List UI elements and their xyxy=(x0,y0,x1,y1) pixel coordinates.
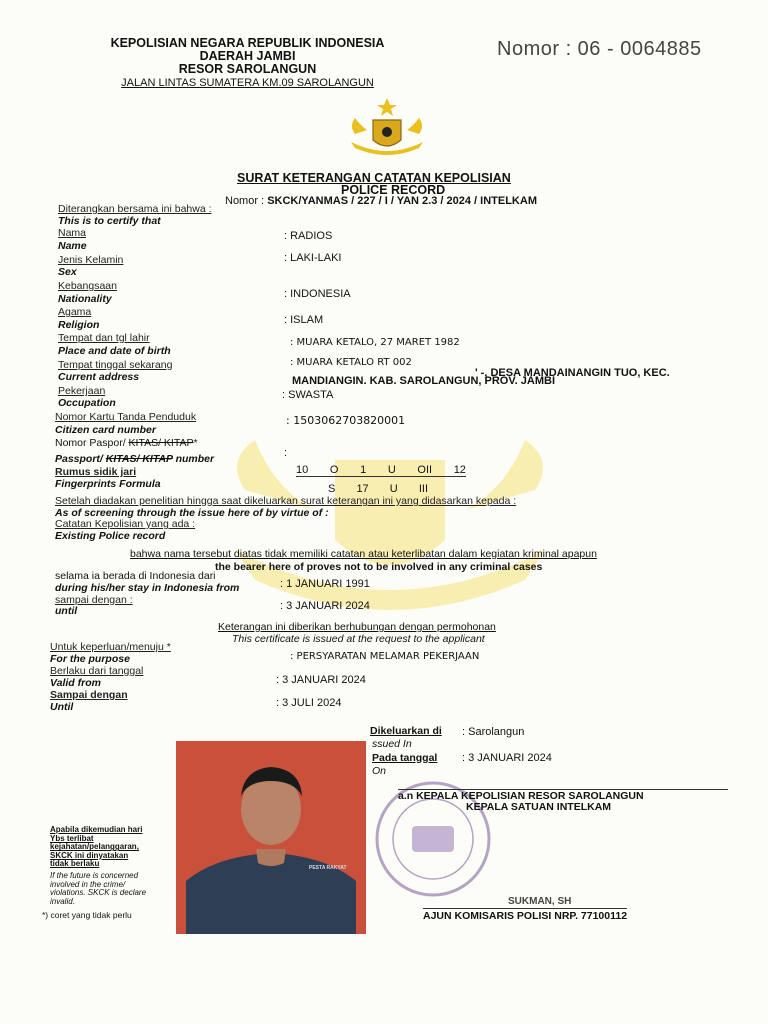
fingerprint-cell: U xyxy=(389,483,398,495)
note-id-line: kejahatan/pelanggaran, xyxy=(50,842,139,852)
passport-label-en-b: KITAS/ KITAP xyxy=(105,453,173,465)
issued-at-value: : Sarolangun xyxy=(462,726,525,738)
passport-label-c: * xyxy=(193,437,198,449)
header-line-2: DAERAH JAMBI xyxy=(199,49,296,63)
document-number xyxy=(225,195,537,207)
fingerprint-cell: OII xyxy=(417,464,433,476)
issued-at-label: Dikeluarkan di xyxy=(370,725,442,737)
request-id: Keterangan ini diberikan berhubungan dengan permohonan xyxy=(218,621,496,633)
address-label-en: Current address xyxy=(58,371,140,383)
statement-id: bahwa nama tersebut diatas tidak memiliki catatan atau keterlibatan dalam kegiatan kriminal apapun xyxy=(130,548,597,560)
note-en-line: violations. SKCK is declare xyxy=(50,888,147,898)
nationality-value: : INDONESIA xyxy=(284,288,351,300)
stay-until-label-en: until xyxy=(55,605,78,617)
fingerprint-label: Rumus sidik jari xyxy=(55,466,137,478)
person-silhouette-icon xyxy=(176,741,366,934)
stay-until-label: sampai dengan : xyxy=(55,594,133,606)
valid-from-label: Berlaku dari tanggal xyxy=(50,665,144,677)
document-number-label: Nomor : xyxy=(225,195,268,207)
passport-label-en xyxy=(55,453,214,465)
sex-label-en: Sex xyxy=(58,266,77,278)
passport-value: : xyxy=(284,447,288,459)
record-label: Catatan Kepolisian yang ada : xyxy=(55,518,196,530)
document-number-value: SKCK/YANMAS / 227 / I / YAN 2.3 / 2024 / INTELKAM xyxy=(267,195,537,207)
note-id-line: SKCK ini dinyatakan xyxy=(50,850,129,860)
birth-label: Tempat dan tgl lahir xyxy=(58,332,150,344)
fingerprint-label-en: Fingerprints Formula xyxy=(55,478,161,490)
religion-value: : ISLAM xyxy=(284,314,324,326)
stay-from-label-en: during his/her stay in Indonesia from xyxy=(55,582,240,594)
header-address: JALAN LINTAS SUMATERA KM.09 SAROLANGUN xyxy=(121,77,374,89)
fingerprint-row-2 xyxy=(328,483,428,495)
screening-en: As of screening through the issue here of by virtue of : xyxy=(55,507,329,519)
signature-name: SUKMAN, SH xyxy=(508,896,572,907)
stay-from-label: selama ia berada di Indonesia dari xyxy=(55,570,216,582)
fingerprint-cell: III xyxy=(418,483,428,495)
request-en: This certificate is issued at the request to the applicant xyxy=(232,633,485,645)
passport-label-a: Nomor Paspor/ xyxy=(55,437,129,449)
serial-number: Nomor : 06 - 0064885 xyxy=(497,38,702,60)
note-id xyxy=(50,826,142,869)
note-id-line: Ybs terlibat xyxy=(50,833,94,843)
fingerprint-cell: O xyxy=(329,464,339,476)
document-title: SURAT KETERANGAN CATATAN KEPOLISIAN xyxy=(237,171,511,185)
note-en-line: If the future is concerned xyxy=(50,871,139,880)
valid-from-value: : 3 JANUARI 2024 xyxy=(276,674,366,686)
passport-label-en-c: number xyxy=(172,453,215,465)
valid-until-label: Sampai dengan xyxy=(50,689,128,701)
police-emblem-icon xyxy=(345,96,429,158)
signature-line-2: KEPALA SATUAN INTELKAM xyxy=(466,801,612,813)
footnote: *) coret yang tidak perlu xyxy=(42,910,132,920)
occupation-value: : SWASTA xyxy=(282,389,334,401)
signature-rank: AJUN KOMISARIS POLISI NRP. 77100112 xyxy=(423,910,628,922)
fingerprint-cell: 12 xyxy=(453,464,466,476)
issued-on-label-en: On xyxy=(372,765,387,777)
statement-en: the bearer here of proves not to be involved in any criminal cases xyxy=(215,561,543,573)
screening-id: Setelah diadakan penelitian hingga saat dikeluarkan surat keterangan ini yang didasarkan kepada : xyxy=(55,495,517,507)
shirt-logo: PESTA RAKYAT xyxy=(309,865,347,871)
purpose-label-en: For the purpose xyxy=(50,653,130,665)
valid-from-label-en: Valid from xyxy=(50,677,101,689)
document-subtitle: POLICE RECORD xyxy=(341,183,446,197)
sex-label: Jenis Kelamin xyxy=(58,254,124,266)
fingerprint-cell: U xyxy=(387,464,396,476)
record-label-en: Existing Police record xyxy=(55,530,166,542)
address-value-1: : MUARA KETALO RT 002 xyxy=(290,357,412,368)
valid-until-label-en: Until xyxy=(50,701,74,713)
applicant-photo xyxy=(176,741,366,934)
fingerprint-cell: 1 xyxy=(360,464,367,476)
passport-label-en-a: Passport/ xyxy=(55,453,106,465)
valid-until-value: : 3 JULI 2024 xyxy=(276,697,342,709)
header-line-1: KEPOLISIAN NEGARA REPUBLIK INDONESIA xyxy=(110,36,385,50)
emblem-watermark-icon xyxy=(225,430,555,610)
header-line-3: RESOR SAROLANGUN xyxy=(178,62,317,76)
sex-value: : LAKI-LAKI xyxy=(284,252,342,264)
signature-line-1: a.n KEPALA KEPOLISIAN RESOR SAROLANGUN xyxy=(398,789,728,802)
intro-id: Diterangkan bersama ini bahwa : xyxy=(58,203,212,215)
occupation-label-en: Occupation xyxy=(58,397,116,409)
birth-value: : MUARA KETALO, 27 MARET 1982 xyxy=(290,337,460,348)
issued-on-value: : 3 JANUARI 2024 xyxy=(462,752,552,764)
issued-at-label-en: ssued In xyxy=(372,738,412,750)
note-en-line: invalid. xyxy=(50,896,75,906)
note-en xyxy=(50,872,146,906)
issued-on-label: Pada tanggal xyxy=(372,752,438,764)
ktp-label: Nomor Kartu Tanda Penduduk xyxy=(55,411,197,423)
religion-label: Agama xyxy=(58,306,92,318)
fingerprint-cell: 10 xyxy=(296,464,309,476)
birth-label-en: Place and date of birth xyxy=(58,345,171,357)
intro-en: This is to certify that xyxy=(58,215,161,227)
ktp-label-en: Citizen card number xyxy=(55,424,156,436)
address-label: Tempat tinggal sekarang xyxy=(58,359,173,371)
passport-label-b: KITAS/ KITAP xyxy=(128,437,194,449)
address-value-3: MANDIANGIN. KAB. SAROLANGUN, PROV. JAMBI xyxy=(292,375,555,387)
purpose-value: : PERSYARATAN MELAMAR PEKERJAAN xyxy=(290,651,480,662)
note-en-line: involved in the crime/ xyxy=(50,879,126,889)
name-label-en: Name xyxy=(58,240,87,252)
fingerprint-row-1 xyxy=(296,464,466,477)
fingerprint-cell: S xyxy=(328,483,336,495)
passport-label xyxy=(55,437,198,449)
purpose-label: Untuk keperluan/menuju * xyxy=(50,641,171,653)
note-id-line: tidak berlaku xyxy=(50,859,100,869)
fingerprint-cell: 17 xyxy=(356,483,369,495)
note-id-line: Apabila dikemudian hari xyxy=(50,825,143,834)
ktp-value: : 1503062703820001 xyxy=(286,414,406,427)
occupation-label: Pekerjaan xyxy=(58,385,106,397)
address-value-2: ' -, DESA MANDAINANGIN TUO, KEC. xyxy=(475,367,670,379)
name-label: Nama xyxy=(58,227,87,239)
stay-from-value: : 1 JANUARI 1991 xyxy=(280,578,370,590)
name-value: : RADIOS xyxy=(284,230,333,242)
nationality-label-en: Nationality xyxy=(58,293,112,305)
stay-until-value: : 3 JANUARI 2024 xyxy=(280,600,370,612)
religion-label-en: Religion xyxy=(58,319,100,331)
nationality-label: Kebangsaan xyxy=(58,280,117,292)
